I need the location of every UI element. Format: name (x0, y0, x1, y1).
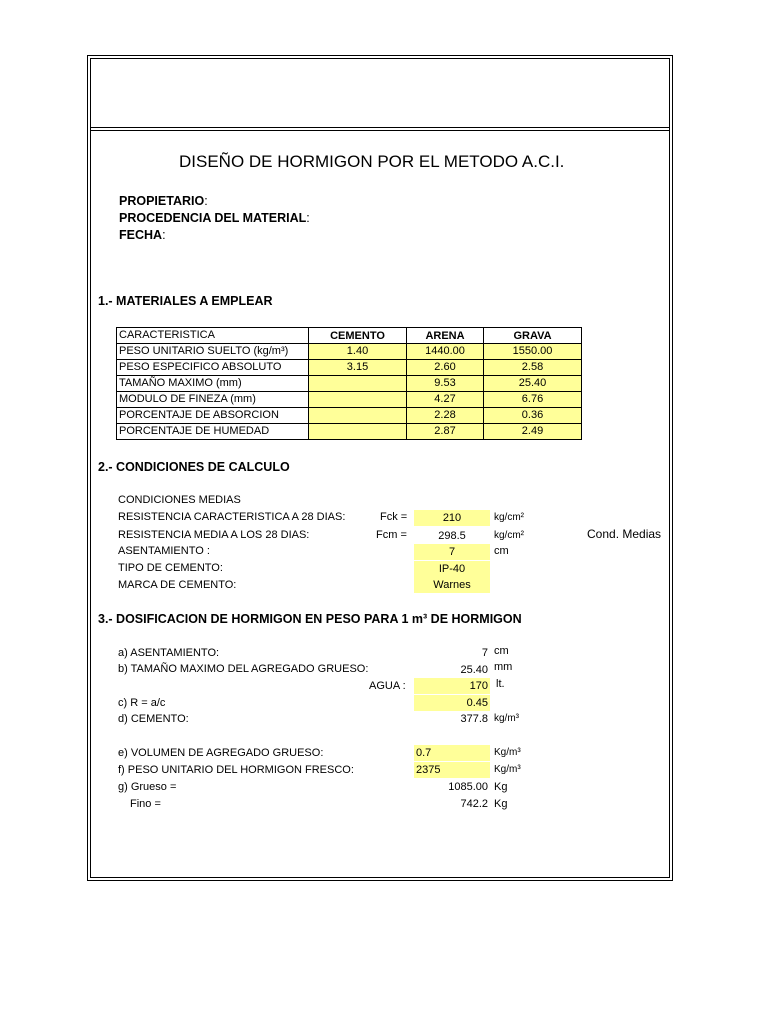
section2-heading: 2.- CONDICIONES DE CALCULO (98, 460, 290, 474)
fino-value: 742.2 (460, 798, 488, 810)
header-divider (90, 127, 670, 128)
grueso-label: g) Grueso = (118, 781, 177, 793)
row-label: TAMAÑO MAXIMO (mm) (117, 376, 309, 392)
cell-grava[interactable]: 1550.00 (484, 344, 582, 360)
field-fecha-colon: : (162, 228, 166, 242)
asentamiento-value[interactable]: 7 (414, 544, 490, 560)
cell-cemento[interactable] (309, 424, 407, 440)
table-row (117, 376, 582, 392)
cond-medias-note: Cond. Medias (587, 527, 662, 541)
fino-unit: Kg (494, 798, 508, 810)
s3-tamano-value: 25.40 (460, 664, 488, 676)
column-header-cemento: CEMENTO (309, 328, 407, 344)
cell-grava[interactable]: 25.40 (484, 376, 582, 392)
grueso-value: 1085.00 (448, 781, 488, 793)
fino-label: Fino = (130, 798, 161, 810)
column-header-caracteristica: CARACTERISTICA (117, 328, 309, 344)
fcm-value: 298.5 (438, 530, 466, 542)
cell-arena[interactable]: 4.27 (407, 392, 484, 408)
section3-heading: 3.- DOSIFICACION DE HORMIGON EN PESO PARA 1 m³ DE HORMIGON (98, 612, 522, 626)
peso-unitario-fresco-value[interactable]: 2375 (414, 762, 490, 778)
table-row (117, 360, 582, 376)
field-procedencia-label: PROCEDENCIA DEL MATERIAL (119, 211, 307, 225)
cell-grava[interactable]: 6.76 (484, 392, 582, 408)
peso-unitario-fresco-label: f) PESO UNITARIO DEL HORMIGON FRESCO: (118, 764, 354, 776)
cell-cemento[interactable]: 3.15 (309, 360, 407, 376)
s3-asentamiento-label: a) ASENTAMIENTO: (118, 647, 220, 659)
cell-grava[interactable]: 2.49 (484, 424, 582, 440)
header-divider-inner (90, 130, 670, 131)
volumen-grueso-unit: Kg/m³ (494, 747, 521, 758)
tipo-cemento-value[interactable]: IP-40 (414, 561, 490, 577)
s3-asentamiento-unit: cm (494, 645, 509, 657)
cell-arena[interactable]: 1440.00 (407, 344, 484, 360)
volumen-grueso-value[interactable]: 0.7 (414, 745, 490, 761)
grueso-unit: Kg (494, 781, 508, 793)
s3-asentamiento-value: 7 (481, 647, 488, 659)
table-row (117, 344, 582, 360)
table-header-row (117, 328, 582, 344)
field-fecha (119, 228, 166, 242)
s3-tamano-label: b) TAMAÑO MAXIMO DEL AGREGADO GRUESO: (118, 663, 369, 675)
field-propietario-label: PROPIETARIO (119, 194, 205, 208)
agua-value[interactable]: 170 (414, 678, 490, 694)
agua-unit: lt. (496, 678, 505, 690)
field-fecha-label: FECHA (119, 228, 163, 242)
field-procedencia (119, 211, 310, 225)
asentamiento-label: ASENTAMIENTO : (118, 545, 210, 557)
cell-arena[interactable]: 9.53 (407, 376, 484, 392)
condiciones-medias-label: CONDICIONES MEDIAS (118, 494, 241, 506)
fck-unit: kg/cm² (494, 512, 524, 523)
r-ac-value[interactable]: 0.45 (414, 695, 490, 711)
row-label: PESO UNITARIO SUELTO (kg/m³) (117, 344, 309, 360)
column-header-arena: ARENA (407, 328, 484, 344)
fcm-symbol: Fcm = (376, 529, 407, 541)
s3-cemento-value: 377.8 (460, 713, 488, 725)
fcm-unit: kg/cm² (494, 530, 524, 541)
agua-label: AGUA : (369, 680, 406, 692)
r-ac-label: c) R = a/c (118, 697, 166, 709)
cell-cemento[interactable]: 1.40 (309, 344, 407, 360)
table-row (117, 408, 582, 424)
s3-tamano-unit: mm (494, 661, 513, 673)
table-row (117, 392, 582, 408)
tipo-cemento-label: TIPO DE CEMENTO: (118, 562, 223, 574)
cell-arena[interactable]: 2.28 (407, 408, 484, 424)
section1-heading: 1.- MATERIALES A EMPLEAR (98, 294, 273, 308)
fck-symbol: Fck = (380, 511, 408, 523)
cell-grava[interactable]: 2.58 (484, 360, 582, 376)
marca-cemento-label: MARCA DE CEMENTO: (118, 579, 237, 591)
marca-cemento-value[interactable]: Warnes (414, 577, 490, 593)
peso-unitario-fresco-unit: Kg/m³ (494, 764, 521, 775)
table-row (117, 424, 582, 440)
volumen-grueso-label: e) VOLUMEN DE AGREGADO GRUESO: (118, 747, 324, 759)
field-procedencia-colon: : (306, 211, 310, 225)
cell-cemento[interactable] (309, 408, 407, 424)
fck-value[interactable]: 210 (414, 510, 490, 526)
row-label: PORCENTAJE DE HUMEDAD (117, 424, 309, 440)
row-label: PORCENTAJE DE ABSORCION (117, 408, 309, 424)
cell-cemento[interactable] (309, 376, 407, 392)
page-title: DISEÑO DE HORMIGON POR EL METODO A.C.I. (179, 152, 565, 171)
materials-table (116, 327, 582, 440)
field-propietario (119, 194, 208, 208)
resistencia-caracteristica-label: RESISTENCIA CARACTERISTICA A 28 DIAS: (118, 511, 346, 523)
column-header-grava: GRAVA (484, 328, 582, 344)
asentamiento-unit: cm (494, 545, 509, 557)
row-label: PESO ESPECIFICO ABSOLUTO (117, 360, 309, 376)
cell-cemento[interactable] (309, 392, 407, 408)
cell-arena[interactable]: 2.87 (407, 424, 484, 440)
field-propietario-colon: : (204, 194, 208, 208)
s3-cemento-unit: kg/m³ (494, 713, 519, 724)
row-label: MODULO DE FINEZA (mm) (117, 392, 309, 408)
s3-cemento-label: d) CEMENTO: (118, 713, 189, 725)
cell-grava[interactable]: 0.36 (484, 408, 582, 424)
resistencia-media-label: RESISTENCIA MEDIA A LOS 28 DIAS: (118, 529, 310, 541)
cell-arena[interactable]: 2.60 (407, 360, 484, 376)
